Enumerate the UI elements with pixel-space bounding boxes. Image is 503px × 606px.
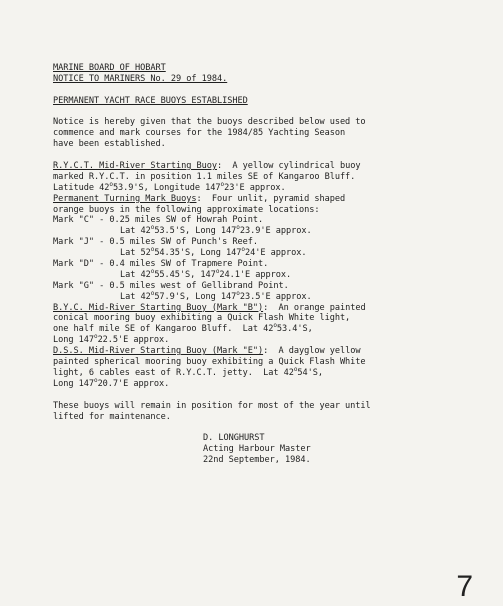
notice-document <box>53 63 468 466</box>
turning-line: orange buoys in the following approximate locations: <box>53 204 320 215</box>
mark-location: Mark "G" - 0.5 miles west of Gellibrand Point. <box>53 280 289 291</box>
dss-position: light, 6 cables east of R.Y.C.T. jetty. Lat 42$^o$54'S, <box>53 365 324 378</box>
closing-line: lifted for maintenance. <box>53 411 171 422</box>
ryct-position: Latitude 42$^o$53.9'S, Longitude 147$^o$23'E approx. <box>53 180 286 193</box>
intro-line: have been established. <box>53 139 166 150</box>
turning-heading-line: Permanent Turning Mark Buoys: Four unlit, pyramid shaped <box>53 193 346 204</box>
mark-position: Lat 52$^o$54.35'S, Long 147$^o$24'E approx. <box>120 246 307 259</box>
intro-line: commence and mark courses for the 1984/85 Yachting Season <box>53 128 346 139</box>
ryct-heading-line: R.Y.C.T. Mid-River Starting Buoy: A yellow cylindrical buoy <box>53 161 361 172</box>
dss-heading-line: D.S.S. Mid-River Starting Buoy (Mark "E"): A dayglow yellow <box>53 346 361 357</box>
ryct-line: marked R.Y.C.T. in position 1.1 miles SE of Kangaroo Bluff. <box>53 171 356 182</box>
dss-line: painted spherical mooring buoy exhibiting a Quick Flash White <box>53 357 366 368</box>
page-number: 7 <box>456 570 473 603</box>
mark-location: Mark "D" - 0.4 miles SW of Trapmere Point. <box>53 259 269 270</box>
closing-line: These buoys will remain in position for most of the year until <box>53 400 371 411</box>
byc-position: one half mile SE of Kangaroo Bluff. Lat 42$^o$53.4'S, <box>53 322 313 335</box>
notice-number-line: NOTICE TO MARINERS No. 29 of 1984. <box>53 73 228 84</box>
mark-location: Mark "J" - 0.5 miles SW of Punch's Reef. <box>53 237 258 248</box>
mark-position: Lat 42$^o$55.45'S, 147$^o$24.1'E approx. <box>120 267 292 280</box>
mark-position: Lat 42$^o$53.5'S, Long 147$^o$23.9'E approx. <box>120 224 312 237</box>
signature-date: 22nd September, 1984. <box>203 455 311 466</box>
intro-line: Notice is hereby given that the buoys described below used to <box>53 117 366 128</box>
signatory-name: D. LONGHURST <box>203 433 265 444</box>
mark-position: Lat 42$^o$57.9'S, Long 147$^o$23.5'E approx. <box>120 289 312 302</box>
issuer-line: MARINE BOARD OF HOBART <box>53 63 166 73</box>
signatory-role: Acting Harbour Master <box>203 444 311 455</box>
notice-title: PERMANENT YACHT RACE BUOYS ESTABLISHED <box>53 95 248 106</box>
byc-line: conical mooring buoy exhibiting a Quick Flash White light, <box>53 313 351 324</box>
byc-heading-line: B.Y.C. Mid-River Starting Buoy (Mark "B"): An orange painted <box>53 302 366 313</box>
dss-position: Long 147$^o$20.7'E approx. <box>53 376 170 389</box>
byc-position: Long 147$^o$22.5'E approx. <box>53 333 170 346</box>
mark-location: Mark "C" - 0.25 miles SW of Howrah Point. <box>53 215 264 226</box>
